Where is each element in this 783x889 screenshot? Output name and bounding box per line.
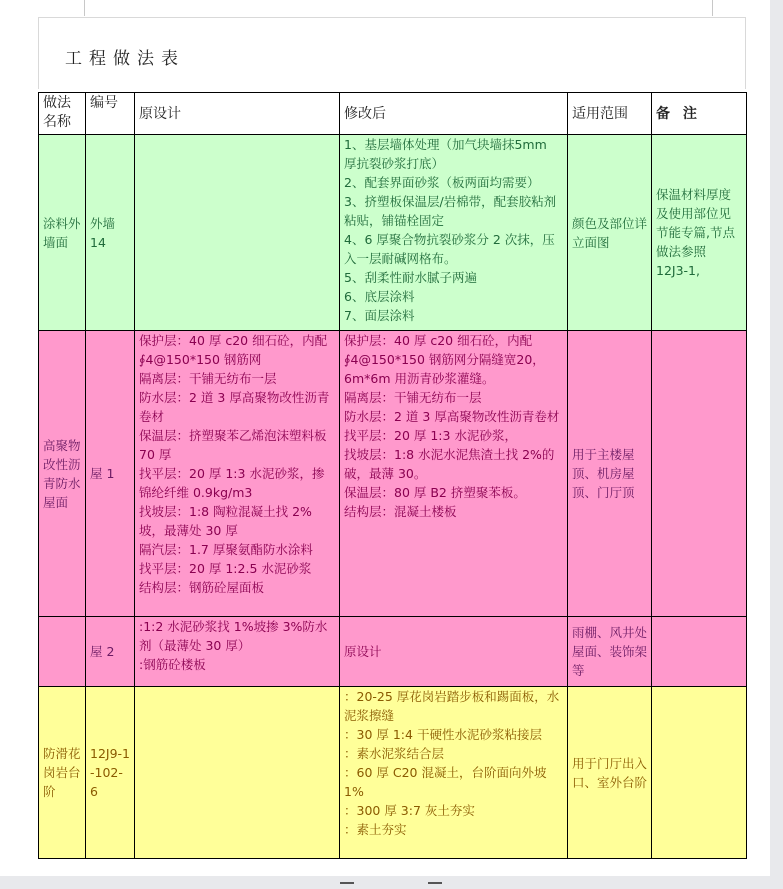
table-row — [39, 617, 747, 687]
line-item: 防水层：2 道 3 厚高聚物改性沥青卷材 — [344, 409, 560, 424]
line-item: 隔汽层：1.7 厚聚氨酯防水涂料 — [139, 542, 313, 557]
cell-number: 外墙14 — [86, 135, 135, 331]
header-number: 编号 — [86, 93, 135, 135]
line-item: 找平层：20 厚 1:2.5 水泥砂浆 — [139, 561, 312, 576]
cell-original — [135, 331, 340, 617]
line-item: 找坡层：1:8 陶粒混凝土找 2%坡，最薄处 30 厚 — [139, 504, 312, 538]
line-item: 5、刮柔性耐水腻子两遍 — [344, 270, 477, 285]
window-bottom-strip — [0, 876, 783, 889]
line-item: 2、配套界面砂浆（板两面均需要） — [344, 175, 540, 190]
line-item: 保护层：40 厚 c20 细石砼，内配∮4@150*150 钢筋网分隔缝宽20，6m*6m 用沥青砂浆灌缝。 — [344, 333, 545, 386]
line-item: 隔离层：干铺无纺布一层 — [344, 390, 482, 405]
cell-scope: 用于门厅出入口、室外台阶 — [568, 687, 652, 859]
cell-method-name: 涂料外墙面 — [39, 135, 86, 331]
construction-method-table — [38, 92, 747, 859]
cell-number: 12J9-1-102-6 — [86, 687, 135, 859]
title-block — [38, 17, 746, 89]
header-scope: 适用范围 — [568, 93, 652, 135]
line-item: ：素土夯实 — [344, 822, 407, 837]
page-break-marker — [428, 882, 442, 884]
cell-original — [135, 617, 340, 687]
cell-modified — [340, 687, 568, 859]
table-row — [39, 687, 747, 859]
line-item: 保温层：挤塑聚苯乙烯泡沫塑料板 70 厚 — [139, 428, 331, 462]
cell-scope: 用于主楼屋顶、机房屋顶、门厅顶 — [568, 331, 652, 617]
header-method-name: 做法名称 — [39, 93, 86, 135]
line-item: 6、底层涂料 — [344, 289, 415, 304]
line-item: 1、基层墙体处理（加气块墙抹5mm 厚抗裂砂浆打底） — [344, 137, 551, 171]
cell-method-name: 防滑花岗岩台阶 — [39, 687, 86, 859]
cell-original — [135, 135, 340, 331]
table-header-row — [39, 93, 747, 135]
cell-remark — [652, 331, 747, 617]
cell-remark — [652, 687, 747, 859]
line-item: 找坡层：1:8 水泥水泥焦渣土找 2%的破，最薄 30。 — [344, 447, 555, 481]
line-item: ：素水泥浆结合层 — [344, 746, 445, 761]
line-item: 找平层：20 厚 1:3 水泥砂浆，掺锦纶纤维 0.9kg/m3 — [139, 466, 325, 500]
cell-number: 屋 2 — [86, 617, 135, 687]
line-item: ：30 厚 1:4 干硬性水泥砂浆粘接层 — [344, 727, 542, 742]
header-remark: 备 注 — [652, 93, 747, 135]
cell-method-name: 高聚物改性沥青防水屋面 — [39, 331, 86, 617]
line-item: :钢筋砼楼板 — [139, 657, 206, 672]
table-row — [39, 331, 747, 617]
line-item: 结构层：混凝土楼板 — [344, 504, 457, 519]
cell-scope: 颜色及部位详立面图 — [568, 135, 652, 331]
line-item: 保护层：40 厚 c20 细石砼，内配∮4@150*150 钢筋网 — [139, 333, 328, 367]
line-item: 找平层：20 厚 1:3 水泥砂浆， — [344, 428, 517, 443]
line-item: ：20-25 厚花岗岩踏步板和踢面板，水泥浆擦缝 — [344, 689, 560, 723]
cell-scope: 雨棚、风井处屋面、装饰架等 — [568, 617, 652, 687]
cell-number: 屋 1 — [86, 331, 135, 617]
cell-remark: 保温材料厚度及使用部位见节能专篇,节点做法参照 12J3-1, — [652, 135, 747, 331]
line-item: ：60 厚 C20 混凝土，台阶面向外坡 1% — [344, 765, 551, 799]
line-item: 结构层：钢筋砼屋面板 — [139, 580, 265, 595]
cell-modified: 原设计 — [340, 617, 568, 687]
header-original: 原设计 — [135, 93, 340, 135]
line-item: 4、6 厚聚合物抗裂砂浆分 2 次抹，压入一层耐碱网格布。 — [344, 232, 555, 266]
page-break-marker — [340, 882, 354, 884]
page-margin-marker — [712, 0, 713, 16]
cell-remark — [652, 617, 747, 687]
line-item: :1:2 水泥砂浆找 1%坡掺 3%防水剂（最薄处 30 厚） — [139, 619, 328, 653]
line-item: 隔离层：干铺无纺布一层 — [139, 371, 277, 386]
line-item: 防水层：2 道 3 厚高聚物改性沥青卷材 — [139, 390, 330, 424]
document-title: 工程做法表 — [65, 49, 185, 69]
page-margin-marker — [84, 0, 85, 16]
line-item: 7、面层涂料 — [344, 308, 415, 323]
line-item: 3、挤塑板保温层/岩棉带，配套胶粘剂粘贴，铺锚栓固定 — [344, 194, 557, 228]
cell-modified — [340, 331, 568, 617]
cell-method-name — [39, 617, 86, 687]
table-row — [39, 135, 747, 331]
cell-original — [135, 687, 340, 859]
header-modified: 修改后 — [340, 93, 568, 135]
line-item: 保温层：80 厚 B2 挤塑聚苯板。 — [344, 485, 526, 500]
cell-modified — [340, 135, 568, 331]
line-item: ：300 厚 3:7 灰土夯实 — [344, 803, 475, 818]
